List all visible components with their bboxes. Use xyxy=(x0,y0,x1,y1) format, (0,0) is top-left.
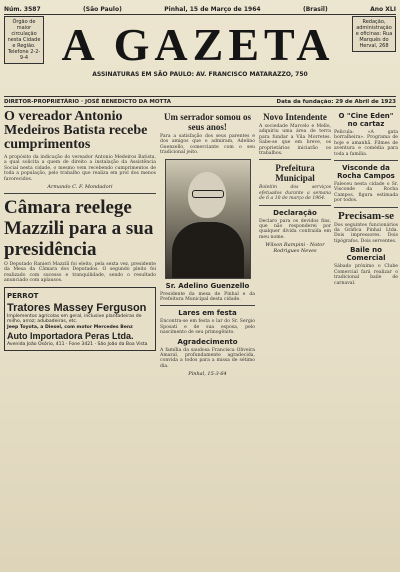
article-medeiros: A propósito da indicação do vereador Antonio Medeiros Batista, a qual solicita a quem de direito a instalação da Assistência Social nesta cidade, o mesmo vem recebendo cumprimentos de toda a população, pelo trabalho que realiza em prol dos menos favorecidos. xyxy=(4,155,156,182)
article-cine: Pelicula: «A gata borralheira». Programa de hoje e amanhã. Filmes de aventura e comédia para toda a família. xyxy=(334,130,398,157)
divider xyxy=(4,193,156,194)
ad-address: Avenida João Osório, 411 · Fone 3421 · São João da Boa Vista xyxy=(7,342,148,348)
headline-cine: O "Cine Eden" no cartaz xyxy=(338,112,394,128)
col3-signature: Wilson Rampini · Notor Rodrigues Neves xyxy=(265,242,325,255)
headline-intendente: Novo Intendente xyxy=(263,112,327,122)
article-lares: Encontra-se em festa o lar do Sr. Sergio Sposati e de sua esposa, pelo nascimento de seu primogênito. xyxy=(160,319,255,336)
column-4 xyxy=(334,110,398,286)
city: (São Paulo) xyxy=(83,5,122,13)
left-info-box: Órgão de maior circulação nesta Cidade e Região. Telefone 2-2-9-4 xyxy=(4,16,44,64)
headline-medeiros: O vereador Antonio Medeiros Batista recebe cumprimentos xyxy=(4,110,148,152)
article-precisam: Dos seguintes funcionários da Gráfica Pinhal Ltda. Dois impressores. Dois tipógrafos. Dois serventes. xyxy=(334,222,398,244)
top-bar xyxy=(4,4,396,15)
year: Ano XLI xyxy=(370,5,396,13)
column-2 xyxy=(160,110,255,379)
divider xyxy=(259,159,331,160)
newspaper-title: A GAZETA xyxy=(61,19,335,70)
section-baile: Baile no Comercial xyxy=(346,246,386,263)
article-visconde: Faleceu nesta cidade o Sr. Visconde da Rocha Campos, figura estimada por todos. xyxy=(334,182,398,204)
column-1 xyxy=(4,110,156,351)
subscription-line: ASSINATURAS EM SÃO PAULO: AV. FRANCISCO MATARAZZO, 750 xyxy=(92,71,308,78)
director-bar xyxy=(4,96,396,107)
section-declaracao: Declaração xyxy=(273,208,317,217)
prefeitura-title: Prefeitura Municipal xyxy=(275,163,315,184)
article-baile: Sábado próximo o Clube Comercial fará realizar o tradicional baile de carnaval. xyxy=(334,264,398,286)
director-name: DIRETOR-PROPRIETÁRIO · JOSÉ BENEDICTO DA MOTTA xyxy=(4,98,172,105)
prefeitura-subtitle: Boletim dos serviços efetuados durante a semana de 6 a 10 de março de 1964. xyxy=(259,185,331,202)
section-visconde: Visconde da Rocha Campos xyxy=(337,164,395,181)
ad-brand: PERROT xyxy=(7,291,39,300)
headline-birthday: Um serrador somou os seus anos! xyxy=(163,112,252,132)
section-lares: Lares em festa xyxy=(178,309,237,318)
article-intendente: A sociedade Marcelo e Mello, adquiriu uma área de terra para fundar a Vila Morretes. Sabe-se que em breve, os proprietários iniciarão os trabalhos. xyxy=(259,124,331,157)
right-info-box: Redação, administração e oficinas: Rua Marquês do Herval, 268 xyxy=(352,16,396,52)
column-3 xyxy=(259,110,331,256)
divider xyxy=(334,160,398,161)
article-declaracao: Declaro para os devidos fins, que não responderei por qualquer dívida contraída em meu nome. xyxy=(259,218,331,240)
portrait-glasses xyxy=(192,190,224,198)
headline-precisam: Precisam-se xyxy=(338,209,394,222)
country: (Brasil) xyxy=(302,5,328,13)
issue-date: Pinhal, 15 de Março de 1964 xyxy=(164,5,261,13)
issue-number: Núm. 3587 xyxy=(4,5,41,13)
ad-text: Implementos agrícolas em geral, inclusive plantadeiras de milho, arroz; adubadeiras, etc. xyxy=(7,313,142,325)
masthead xyxy=(4,16,396,94)
ad-jeep: Jeep Toyota, a Diesel, com motor Mercedes Benz xyxy=(7,324,133,330)
photo-caption: Sr. Adelino Guenzello xyxy=(165,281,250,290)
headline-mazzili: Câmara reelege Mazzili para a sua presidência xyxy=(4,197,154,261)
foundation-date: Data da fundação: 29 de Abril de 1923 xyxy=(276,98,396,105)
divider xyxy=(259,205,331,206)
advertisement-tractors xyxy=(4,287,156,351)
signature: Armando C. F. Mondadori xyxy=(47,184,113,191)
ad-title: Tratores Massey Ferguson xyxy=(7,301,147,314)
divider xyxy=(160,305,255,306)
article-mazzili: O Deputado Ranieri Mazzili foi eleito, pela sexta vez, presidente da Mesa da Câmara dos Deputados. O segundo pleito foi realizado com sucesso e tranquilidade, sendo o resultado anunciado com aplausos. xyxy=(4,262,156,284)
col2-footer: Pinhal, 15-3-64 xyxy=(188,371,227,378)
section-agradecimento: Agradecimento xyxy=(177,337,238,346)
divider xyxy=(334,207,398,208)
caption-text: Presidente da mesa de Pinhal e da Prefeitura Municipal desta cidade. xyxy=(160,291,255,303)
ad-firm: Auto Importadora Peras Ltda. xyxy=(7,331,134,342)
article-agradecimento: A família da saudosa Francisca Oliveira Amaral, profundamente agradecida, convida a todos para a missa de sétimo dia. xyxy=(160,347,255,369)
portrait-photo xyxy=(165,159,251,279)
portrait-body xyxy=(172,222,244,278)
article-birthday: Para a satisfação dos seus parentes e dos amigos que o admiram, Adelino Guenzello, comerciante com o seu tradicional jeito. xyxy=(160,134,255,156)
